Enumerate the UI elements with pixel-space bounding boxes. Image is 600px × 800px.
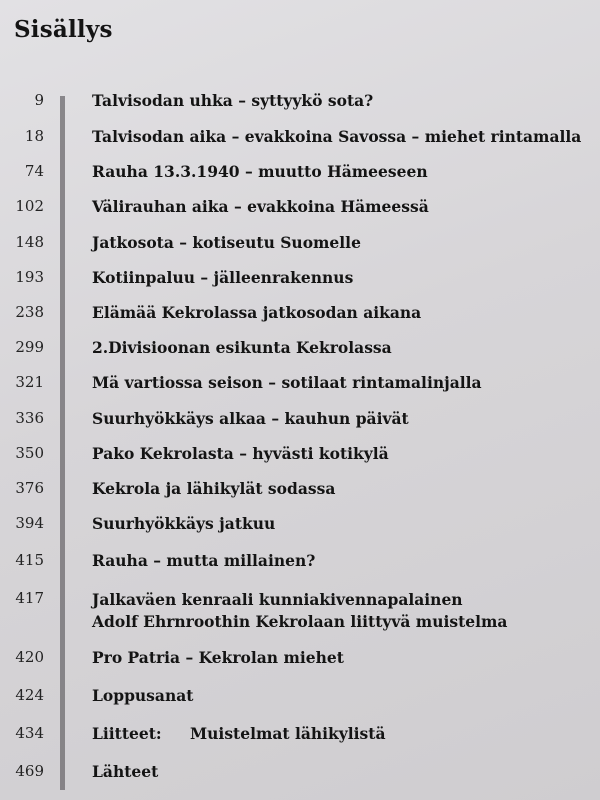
toc-entry-title: Rauha – mutta millainen? <box>92 551 316 570</box>
toc-entry-title: Pako Kekrolasta – hyvästi kotikylä <box>92 444 389 463</box>
toc-page-number: 9 <box>34 91 44 109</box>
toc-entry-title: Kotiinpaluu – jälleenrakennus <box>92 268 354 287</box>
toc-page-number: 102 <box>15 197 44 215</box>
toc-page-number: 238 <box>15 303 44 321</box>
toc-entry-subtitle: Muistelmat lähikylistä <box>190 724 386 743</box>
toc-page-number: 148 <box>15 233 44 251</box>
toc-entry-title: Kekrola ja lähikylät sodassa <box>92 479 336 498</box>
toc-page-number: 420 <box>15 648 44 666</box>
toc-page-number: 74 <box>24 162 44 180</box>
toc-page-number: 321 <box>15 373 44 391</box>
toc-page-number: 299 <box>15 338 44 356</box>
toc-entry-title: Lähteet <box>92 762 159 781</box>
toc-entry-title <box>92 589 507 633</box>
toc-page-number: 417 <box>15 589 44 607</box>
toc-entry-title-line: Jalkaväen kenraali kunniakivennapalainen <box>92 590 463 609</box>
toc-entry-title: Rauha 13.3.1940 – muutto Hämeeseen <box>92 162 428 181</box>
toc-page-number: 376 <box>15 479 44 497</box>
toc-entry-title: Liitteet: <box>92 724 162 743</box>
toc-page-number: 350 <box>15 444 44 462</box>
toc-page-number: 434 <box>15 724 44 742</box>
toc-page-number: 394 <box>15 514 44 532</box>
page-title: Sisällys <box>14 16 113 43</box>
toc-entry-title: Välirauhan aika – evakkoina Hämeessä <box>92 197 429 216</box>
toc-page-number: 193 <box>15 268 44 286</box>
toc-entry-title: Loppusanat <box>92 686 194 705</box>
toc-entry-title-line: Adolf Ehrnroothin Kekrolaan liittyvä muistelma <box>92 612 508 631</box>
toc-entry-title: Suurhyökkäys alkaa – kauhun päivät <box>92 409 409 428</box>
toc-entry-title: Suurhyökkäys jatkuu <box>92 514 276 533</box>
toc-entry-title: Talvisodan aika – evakkoina Savossa – miehet rintamalla <box>92 127 582 146</box>
toc-entry-title: Mä vartiossa seison – sotilaat rintamalinjalla <box>92 373 482 392</box>
toc-page-number: 469 <box>15 762 44 780</box>
toc-page-number: 424 <box>15 686 44 704</box>
toc-entry-title: Elämää Kekrolassa jatkosodan aikana <box>92 303 422 322</box>
toc-page-number: 415 <box>15 551 44 569</box>
toc-entry-title: Pro Patria – Kekrolan miehet <box>92 648 344 667</box>
toc-page-number: 336 <box>15 409 44 427</box>
toc-entry-title: Jatkosota – kotiseutu Suomelle <box>92 233 361 252</box>
vertical-rule <box>60 96 65 790</box>
toc-page-number: 18 <box>24 127 44 145</box>
toc-entry-title: Talvisodan uhka – syttyykö sota? <box>92 91 374 110</box>
toc-entry-title: 2.Divisioonan esikunta Kekrolassa <box>92 338 392 357</box>
